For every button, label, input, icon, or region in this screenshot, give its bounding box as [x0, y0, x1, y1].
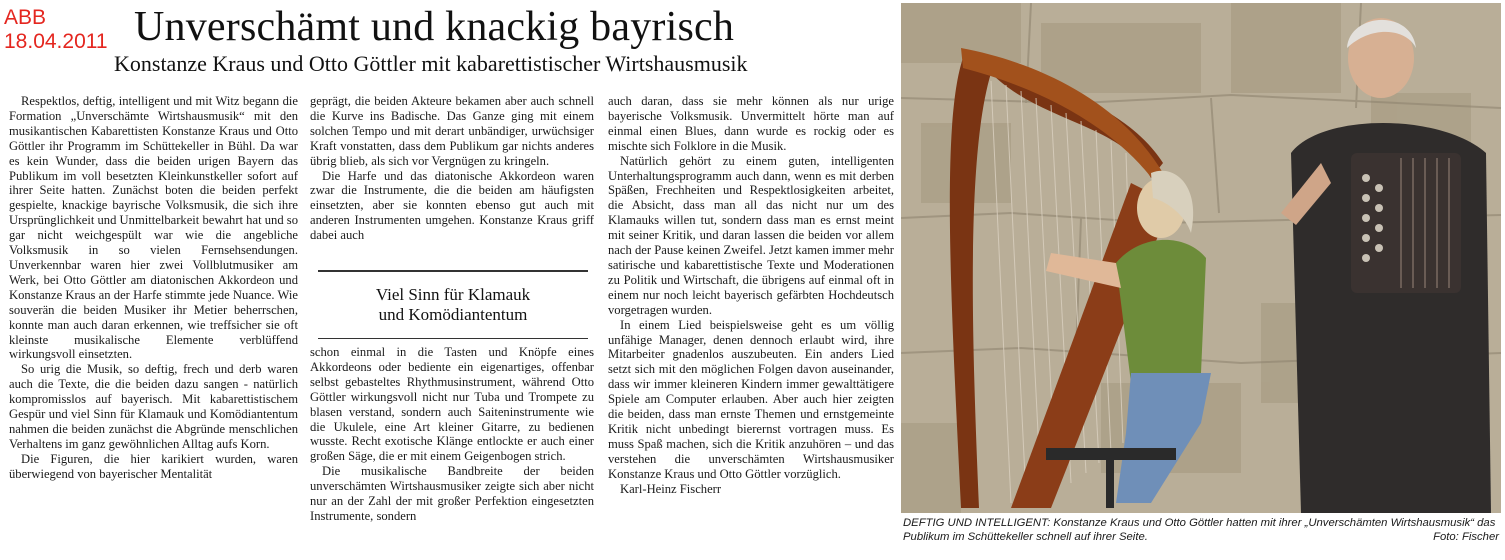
paragraph: In einem Lied beispielsweise geht es um völlig unfähige Manager, denen dennoch erlaubt wird, ihre Mitarbeiter gnadenlos auszubeuten. Ein anders Lied setzt sich mit den möglichen Folgen davon auseinander, dass wir immer kleineren Kindern immer gewalttätigere Spiele am Computer erlauben. Aber auch hier zeigten die beiden, dass man ernste Themen und ernstgemeinte Kritik nicht unbedingt bierernst vortragen muss. Es muss Spaß machen, sich die Kritik anzuhören – und das verstehen die unverschämten Wirtshausmusiker Konstanze Kraus und Otto Göttler vorzüglich.: [608, 317, 894, 481]
paragraph: So urig die Musik, so deftig, frech und derb waren auch die Texte, die die beiden dazu sangen - natürlich kompromisslos auf bayerisch. Mit kabarettistischem Gespür und viel Sinn für Klamauk und Komödiantentum nahmen die beiden zunächst die Abgründe menschlichen Verhaltens im ganz gewöhnlichen Alltag aufs Korn.: [9, 362, 298, 451]
paragraph: Natürlich gehört zu einem guten, intelligenten Unterhaltungsprogramm auch dann, wenn es mit derben Späßen, Frechheiten und Respektlosigkeiten arbeitet, die Absicht, dass man all das nicht nur um des Klamauks willen tut, sondern dass man es ernst meint mit seiner Kritik, und daran lassen die beiden vor allem nach der Pause keinen Zweifel. Jetzt kamen immer mehr satirische und kabarettistische Texte und Moderationen zu Politik und Wirtschaft, die übrigens auf einmal oft in einem nur noch leicht bayerisch gefärbten Hochdeutsch vorgetragen wurden.: [608, 153, 894, 317]
accordion: [1351, 153, 1461, 293]
paragraph: schon einmal in die Tasten und Knöpfe eines Akkordeons oder bediente ein eigenartiges, offenbar selbst gebasteltes Rhythmusinstrument, während Otto Göttler wirkungsvoll nicht nur Tuba und Trompete zu blasen verstand, sondern auch Saiteninstrumente wie die Ukulele, eine Art kleiner Gitarre, zu bedienen wusste. Recht exotische Klänge entlockte er auch einer großen Säge, die er mit einem Geigenbogen strich.: [310, 345, 594, 464]
article-photo: [901, 3, 1501, 513]
article-column-3: [608, 94, 894, 560]
intertitle-box: [318, 270, 588, 339]
paragraph: Respektlos, deftig, intelligent und mit Witz begann die Formation „Unverschämte Wirtshausmusik“ mit den musikantischen Kabarettisten Konstanze Kraus und Otto Göttler ihr Programm im Schüttekeller in Bühl. Da war es kein Wunder, dass die beiden urigen Bayern das Publikum im voll besetzten Kleinkunstkeller sofort auf ihrer Seite hatten. Zunächst boten die beiden perfekt gespielte, knackige bayrische Volksmusik, die sich ihre Ursprünglichkeit und Unmittelbarkeit bewahrt hat und so gar nicht weichgespült war wie die angebliche Volksmusik in so vielen Fernsehsendungen. Unverkennbar waren hier zwei Vollblutmusiker am Werk, bei Otto Göttler am diatonischen Akkordeon und Konstanze Kraus an der Harfe stimmte jede Nuance. Wie souverän die beiden Musiker ihr Metier beherrschen, konnte man auch daran erkennen, wie treffsicher sie oft kleinste musikalische Elemente verblüffend wirkungsvoll einsetzten.: [9, 94, 298, 362]
article-column-2-bottom: [310, 345, 594, 560]
stamp-date: 18.04.2011: [4, 30, 108, 53]
caption-text: DEFTIG UND INTELLIGENT: Konstanze Kraus und Otto Göttler hatten mit ihrer „Unverschämten Wirtshausmusik“ das Publikum im Schüttekeller schnell auf ihrer Seite.: [903, 517, 1496, 543]
article-column-1: [9, 94, 298, 560]
article-headline: Unverschämt und knackig bayrisch: [134, 4, 735, 50]
intertitle-line: und Komödiantentum: [378, 305, 528, 324]
intertitle-line: Viel Sinn für Klamauk: [375, 285, 531, 304]
paragraph: Die musikalische Bandbreite der beiden unverschämten Wirtshausmusiker zeigte sich aber nicht nur an der Zahl der mit großer Perfektion eingesetzten Instrumente, sondern: [310, 464, 594, 523]
article-subheadline: Konstanze Kraus und Otto Göttler mit kabarettistischer Wirtshausmusik: [114, 51, 748, 76]
paragraph: Die Figuren, die hier karikiert wurden, waren überwiegend von bayerischer Mentalität: [9, 451, 298, 481]
photo-caption: [903, 516, 1499, 544]
author-byline: Karl-Heinz Fischerr: [620, 481, 722, 496]
archive-stamp: [4, 6, 108, 54]
photo-illustration: [901, 3, 1501, 513]
article-column-2-top: [310, 94, 594, 266]
paragraph: auch daran, dass sie mehr können als nur urige bayerische Volksmusik. Unvermittelt hörte man auf einmal einen Blues, dann wurde es rockig oder es mischte sich Folklore in die Musik.: [608, 94, 894, 153]
woman-top: [1116, 240, 1206, 383]
paragraph: Die Harfe und das diatonische Akkordeon waren zwar die Instrumente, die die beiden am häufigsten einsetzten, aber sie konnten ebenso gut auch mit anderen Instrumenten umgehen. Konstanze Kraus griff dabei auch: [310, 168, 594, 243]
stamp-source: ABB: [4, 6, 47, 29]
paragraph: geprägt, die beiden Akteure bekamen aber auch schnell die Kurve ins Badische. Das Ganze ging mit einem solchen Tempo und mit derart unbändiger, urwüchsiger Kraft vonstatten, dass dem Publikum gar nichts anderes übrig blieb, als sich vor Vergnügen zu kringeln.: [310, 94, 594, 168]
photo-credit: Foto: Fischer: [1433, 531, 1499, 543]
